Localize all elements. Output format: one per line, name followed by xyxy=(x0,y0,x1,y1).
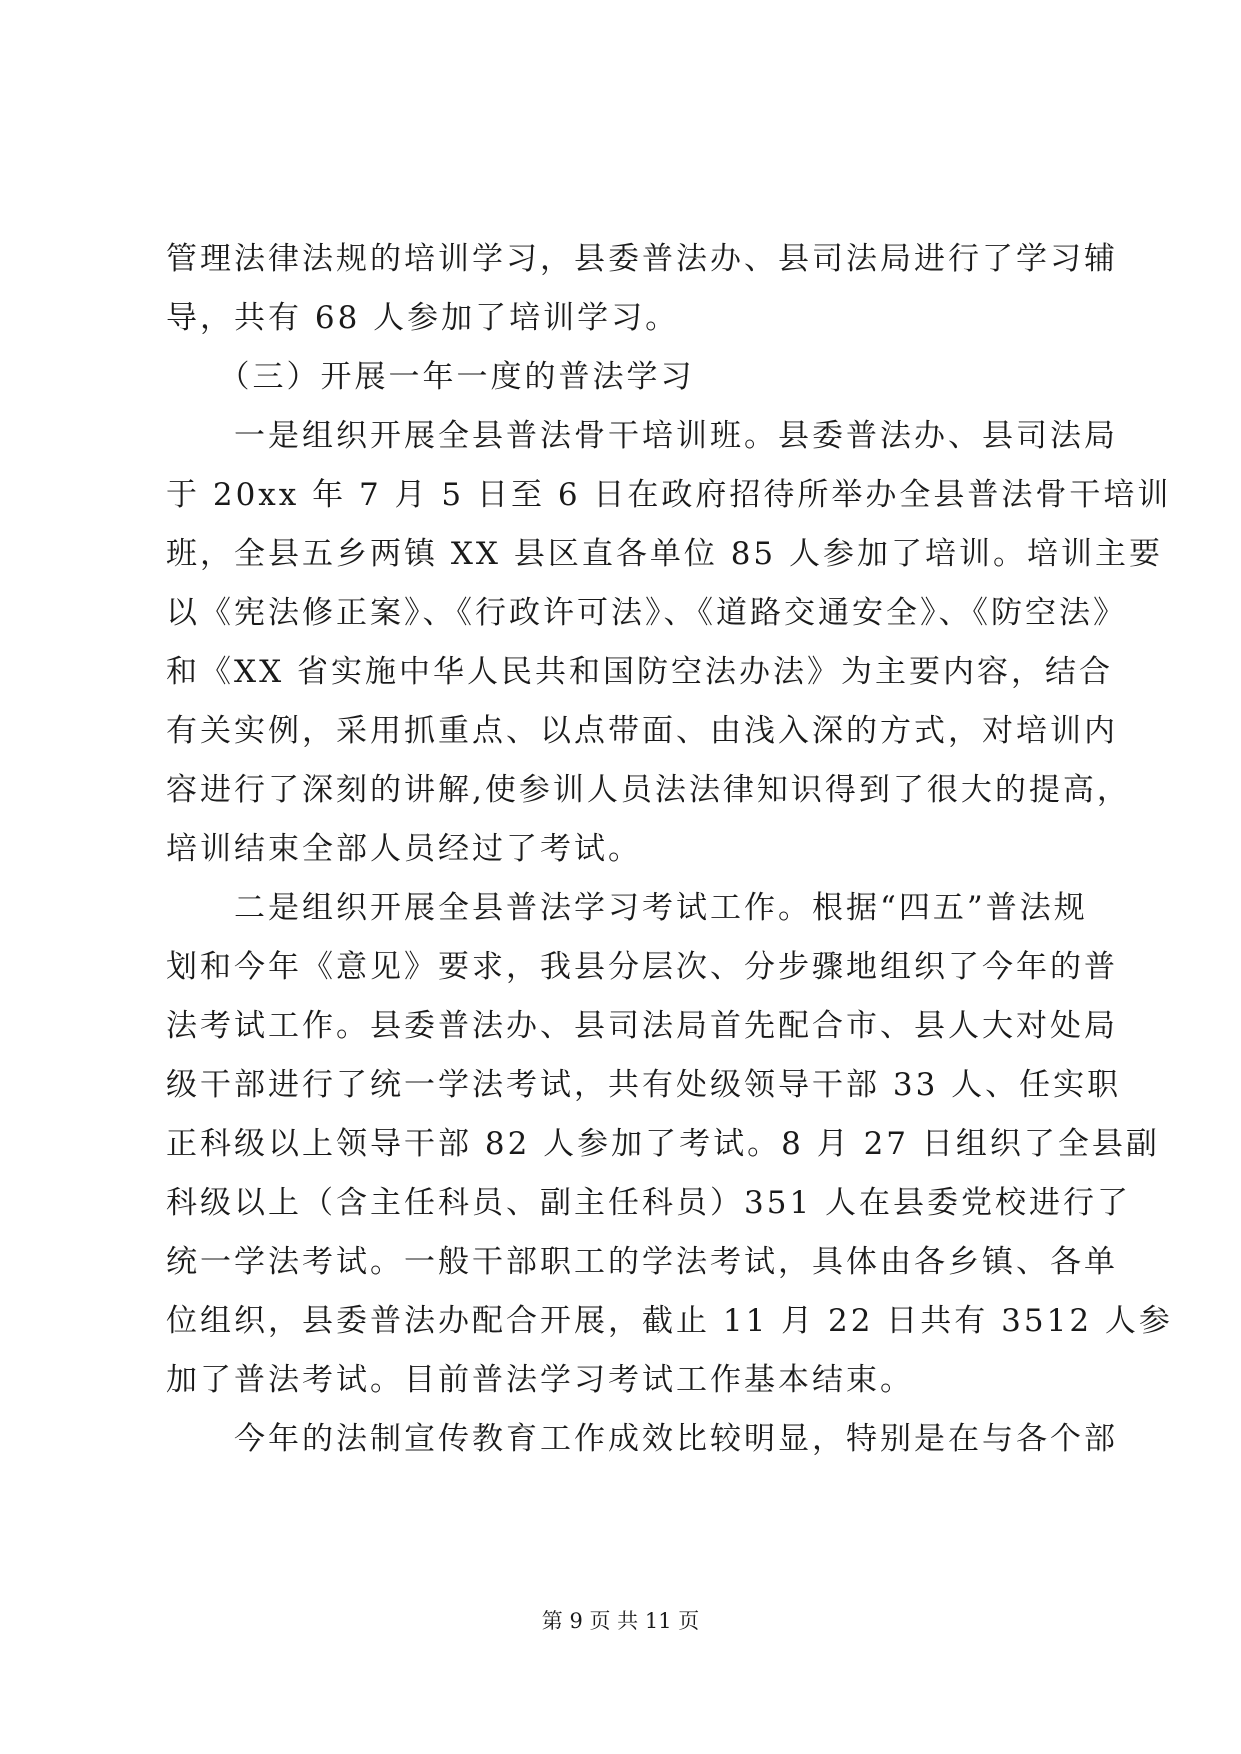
text-line: 一是组织开展全县普法骨干培训班。县委普法办、县司法局 xyxy=(166,418,1118,454)
text-line: 于 20xx 年 7 月 5 日至 6 日在政府招待所举办全县普法骨干培训 xyxy=(166,477,1172,513)
text-line: 划和今年《意见》要求，我县分层次、分步骤地组织了今年的普 xyxy=(166,949,1118,985)
text-line: 加了普法考试。目前普法学习考试工作基本结束。 xyxy=(166,1362,914,1398)
text-line: 管理法律法规的培训学习，县委普法办、县司法局进行了学习辅 xyxy=(166,241,1118,277)
text-line: 科级以上（含主任科员、副主任科员）351 人在县委党校进行了 xyxy=(166,1185,1132,1221)
text-line: 级干部进行了统一学法考试，共有处级领导干部 33 人、任实职 xyxy=(166,1067,1122,1103)
text-line: 培训结束全部人员经过了考试。 xyxy=(166,831,642,867)
body-text xyxy=(166,230,1173,1469)
text-line: 二是组织开展全县普法学习考试工作。根据“四五”普法规 xyxy=(166,890,1088,926)
section-heading: （三）开展一年一度的普法学习 xyxy=(166,359,695,395)
text-line: 法考试工作。县委普法办、县司法局首先配合市、县人大对处局 xyxy=(166,1008,1118,1044)
text-line: 以《宪法修正案》、《行政许可法》、《道路交通安全》、《防空法》 xyxy=(166,595,1127,631)
text-line: 统一学法考试。一般干部职工的学法考试，具体由各乡镇、各单 xyxy=(166,1244,1118,1280)
text-line: 正科级以上领导干部 82 人参加了考试。8 月 27 日组织了全县副 xyxy=(166,1126,1160,1162)
page-number-footer: 第 9 页 共 11 页 xyxy=(541,1609,700,1633)
text-line: 容进行了深刻的讲解,使参训人员法法律知识得到了很大的提高， xyxy=(166,772,1131,808)
text-line: 有关实例，采用抓重点、以点带面、由浅入深的方式，对培训内 xyxy=(166,713,1118,749)
text-line: 导，共有 68 人参加了培训学习。 xyxy=(166,300,680,336)
text-line: 和《XX 省实施中华人民共和国防空法办法》为主要内容，结合 xyxy=(166,654,1113,690)
text-line: 今年的法制宣传教育工作成效比较明显，特别是在与各个部 xyxy=(166,1421,1118,1457)
text-line: 班，全县五乡两镇 XX 县区直各单位 85 人参加了培训。培训主要 xyxy=(166,536,1163,572)
text-line: 位组织，县委普法办配合开展，截止 11 月 22 日共有 3512 人参 xyxy=(166,1303,1173,1339)
